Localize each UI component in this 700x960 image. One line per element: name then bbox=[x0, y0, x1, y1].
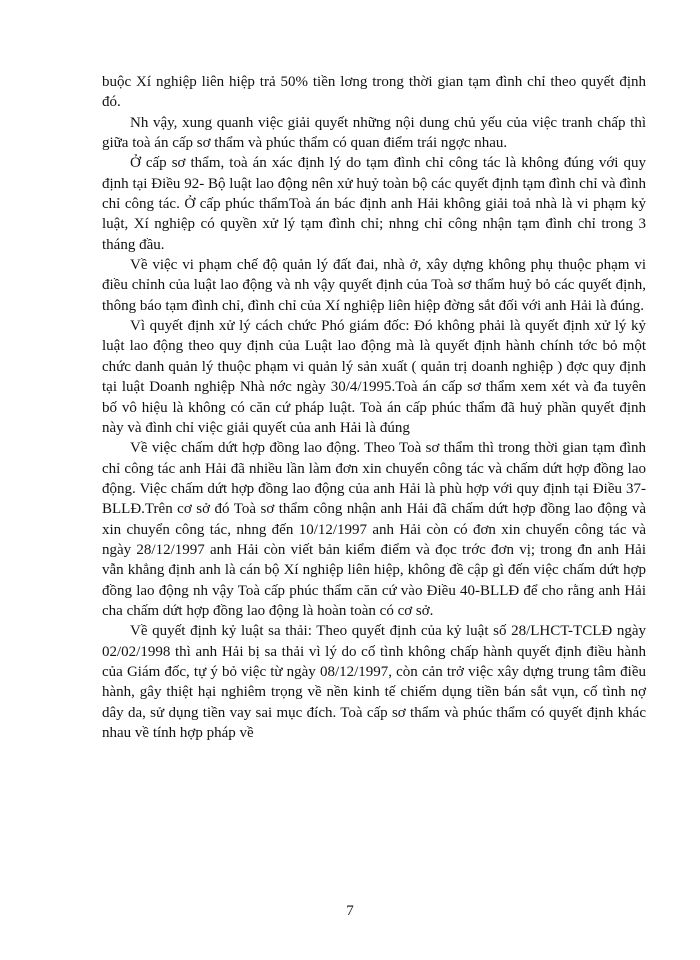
paragraph-1: buộc Xí nghiệp liên hiệp trả 50% tiền lơng trong thời gian tạm đình chỉ theo quyết định đó. bbox=[102, 74, 646, 111]
paragraph-6: Về việc chấm dứt hợp đồng lao động. Theo Toà sơ thẩm thì trong thời gian tạm đình chỉ công tác anh Hải đã nhiều lần làm đơn xin chuyển công tác và chấm dứt hợp đồng lao động. Việc chấm dứt hợp đồng lao động của anh Hải là phù hợp với quy định tại Điều 37-BLLĐ.Trên cơ sở đó Toà sơ thẩm công nhận anh Hải đã chấm dứt hợp đồng lao động và xin chuyển công tác, nhng đến 10/12/1997 anh Hải còn có đơn xin chuyển công tác và ngày 28/12/1997 anh Hải còn viết bản kiểm điểm và đọc trớc đơn vị; trong đn anh Hải vẫn khẳng định anh là cán bộ Xí nghiệp liên hiệp, không đề cập gì đến việc chấm dứt hợp đồng lao động nh vậy Toà cấp phúc thẩm căn cứ vào Điều 40-BLLĐ để cho rằng anh Hải cha chấm dứt hợp đồng lao động là hoàn toàn có cơ sở. bbox=[102, 440, 646, 619]
paragraph-3: Ở cấp sơ thẩm, toà án xác định lý do tạm đình chỉ công tác là không đúng với quy định tại Điều 92- Bộ luật lao động nên xử huỷ toàn bộ các quyết định tạm đình chỉ và đình chỉ công tác. Ở cấp phúc thẩmToà án bác định anh Hải không giải toả nhà là vi phạm kỷ luật, Xí nghiệp có quyền xử lý tạm đình chỉ; nhng chỉ công nhận tạm đình chỉ trong 3 tháng đầu. bbox=[102, 155, 646, 253]
page-number: 7 bbox=[346, 903, 354, 919]
paragraph-5: Vì quyết định xử lý cách chức Phó giám đốc: Đó không phải là quyết định xử lý kỷ luật lao động theo quy định của Luật lao động mà là quyết định hành chính tớc bỏ một chức danh quản lý thuộc phạm vi quản lý sản xuất ( quản trị doanh nghiệp ) đợc quy định tại luật Doanh nghiệp Nhà nớc ngày 30/4/1995.Toà án cấp sơ thẩm xem xét và đa tuyên bố vô hiệu là không có căn cứ pháp luật. Toà án cấp phúc thẩm đã huỷ phần quyết định này và đình chỉ việc giải quyết của anh Hải là đúng bbox=[102, 318, 646, 436]
document-body bbox=[102, 72, 646, 743]
paragraph-7: Về quyết định kỷ luật sa thải: Theo quyết định của kỷ luật số 28/LHCT-TCLĐ ngày 02/02/1998 thì anh Hải bị sa thải vì lý do cố tình không chấp hành quyết định điều hành của Giám đốc, tự ý bỏ việc từ ngày 08/12/1997, còn cản trở việc xây dựng trung tâm điều hành, gây thiệt hại nghiêm trọng về nền kinh tế chiếm dụng tiền bán sắt vụn, cố tình nợ dây da, sử dụng tiền vay sai mục đích. Toà cấp sơ thẩm và phúc thẩm có quyết định khác nhau về tính hợp pháp về bbox=[102, 623, 646, 741]
paragraph-2: Nh vậy, xung quanh việc giải quyết những nội dung chủ yếu của việc tranh chấp thì giữa toà án cấp sơ thẩm và phúc thẩm có quan điểm trái ngợc nhau. bbox=[102, 114, 646, 152]
paragraph-4: Về việc vi phạm chế độ quản lý đất đai, nhà ở, xây dựng không phụ thuộc phạm vi điều chỉnh của luật lao động và nh vậy quyết định của Toà sơ thẩm huỷ bỏ các quyết định, thông báo tạm đình chỉ, đình chỉ của Xí nghiệp liên hiệp đờng sắt đối với anh Hải là đúng. bbox=[102, 257, 646, 314]
